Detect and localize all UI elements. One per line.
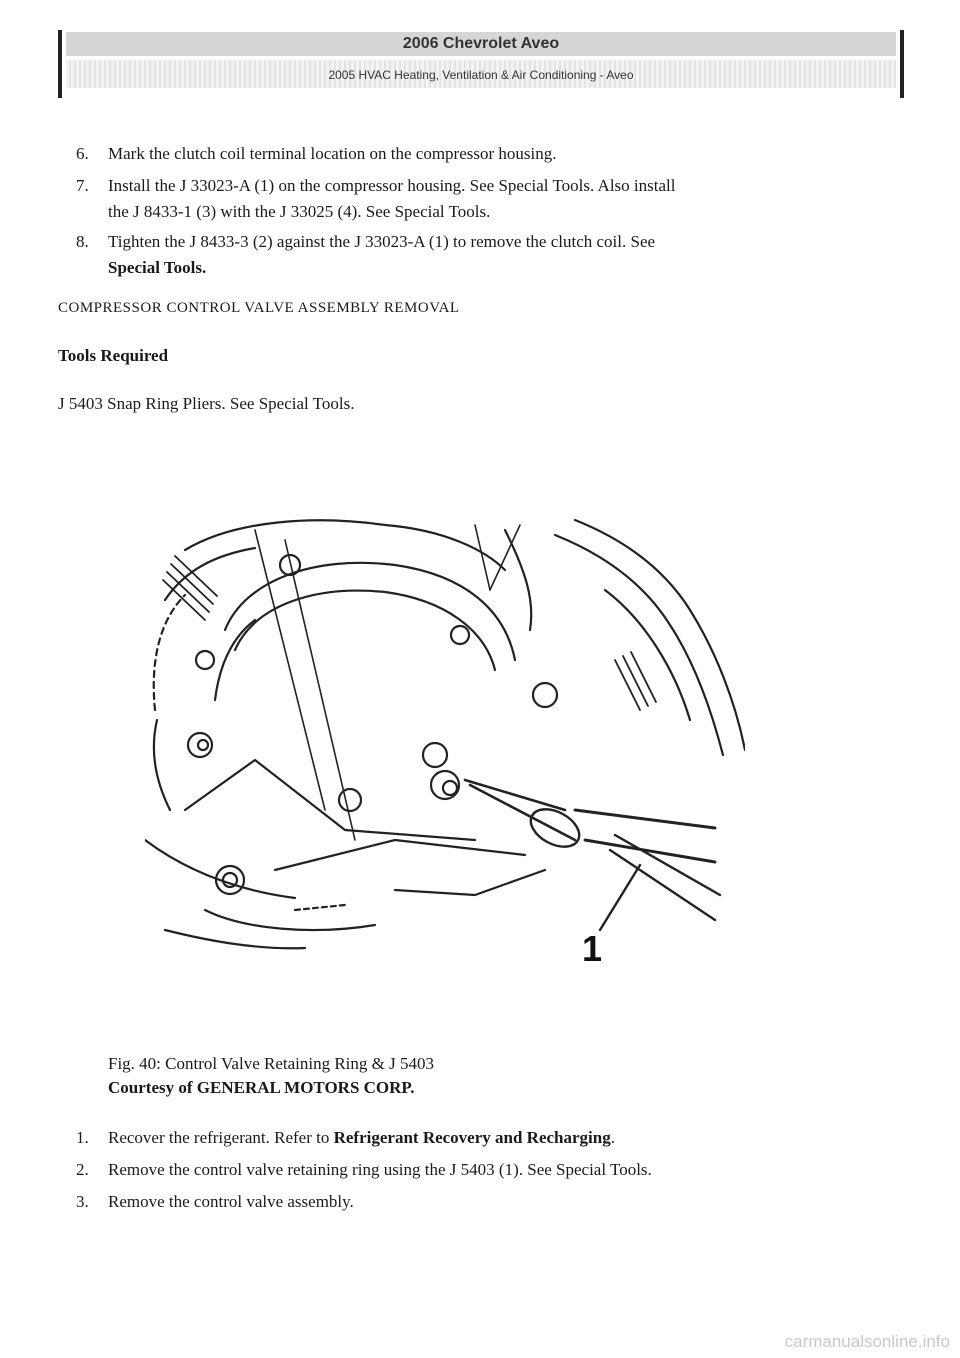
- step-number: 7.: [76, 176, 89, 195]
- step-number: 3.: [76, 1192, 89, 1211]
- figure-callout-1: 1: [582, 928, 603, 969]
- refrigerant-recovery-link[interactable]: Refrigerant Recovery and Recharging: [333, 1128, 611, 1147]
- figure-courtesy: Courtesy of GENERAL MOTORS CORP.: [108, 1078, 415, 1097]
- step-number: 8.: [76, 232, 89, 251]
- header-right-bar: [900, 30, 904, 98]
- compressor-control-valve-illustration: [145, 510, 745, 980]
- step-text-line-1: Tighten the J 8433-3 (2) against the J 33023-A (1) to remove the clutch coil. See: [108, 232, 656, 251]
- header-title: 2006 Chevrolet Aveo: [66, 32, 896, 56]
- header-subtitle: 2005 HVAC Heating, Ventilation & Air Conditioning - Aveo: [66, 60, 896, 88]
- step-8: [76, 228, 896, 288]
- step-text: Remove the control valve retaining ring using the J 5403 (1). See Special Tools.: [108, 1160, 652, 1179]
- special-tools-link[interactable]: Special Tools.: [108, 258, 207, 277]
- step-number: 2.: [76, 1160, 89, 1179]
- step-text: Mark the clutch coil terminal location on the compressor housing.: [108, 144, 557, 163]
- step-text-line-2: the J 8433-1 (3) with the J 33025 (4). See Special Tools.: [108, 202, 491, 221]
- step-7: [76, 172, 916, 232]
- section-heading: COMPRESSOR CONTROL VALVE ASSEMBLY REMOVAL: [58, 300, 460, 316]
- step-text: Remove the control valve assembly.: [108, 1192, 354, 1211]
- step-text-plain: Recover the refrigerant. Refer to: [108, 1128, 334, 1147]
- step-number: 6.: [76, 144, 89, 163]
- step-text-end: .: [610, 1128, 615, 1147]
- tools-list: J 5403 Snap Ring Pliers. See Special Tools.: [58, 394, 355, 413]
- figure-caption: Fig. 40: Control Valve Retaining Ring & J 5403: [108, 1054, 434, 1073]
- step-text: [108, 1124, 615, 1152]
- step-text-line-1: Install the J 33023-A (1) on the compressor housing. See Special Tools. Also install: [108, 176, 676, 195]
- header-left-bar: [58, 30, 62, 98]
- watermark: carmanualsonline.info: [784, 1332, 950, 1351]
- step-number: 1.: [76, 1128, 89, 1147]
- tools-required-heading: Tools Required: [58, 346, 169, 365]
